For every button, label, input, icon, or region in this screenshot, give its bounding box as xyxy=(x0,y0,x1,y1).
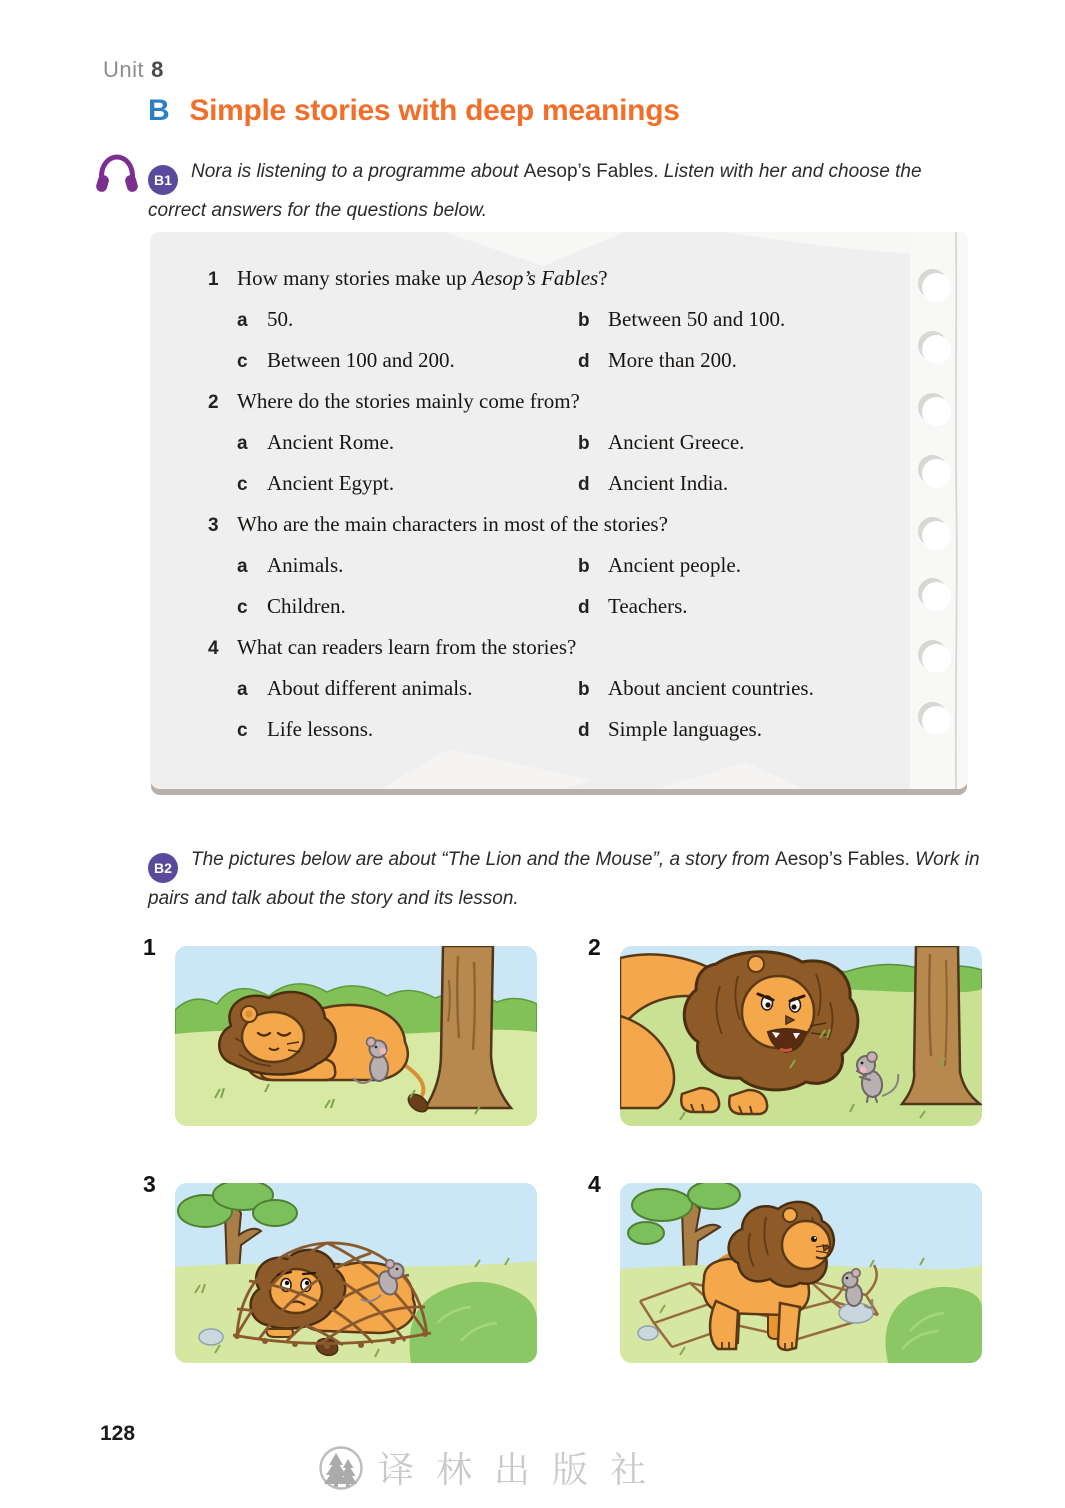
picture-2-angry-lion xyxy=(620,946,982,1126)
option-letter: c xyxy=(237,720,248,741)
question-3 xyxy=(208,504,908,545)
picture-1-number: 1 xyxy=(143,934,156,960)
binder-hole xyxy=(922,273,951,302)
option-letter: b xyxy=(578,679,590,700)
option-text: Teachers. xyxy=(608,594,688,618)
headphones-icon xyxy=(95,153,139,202)
option-text: Ancient Egypt. xyxy=(267,471,395,495)
b2-instruction xyxy=(148,844,1003,915)
question-text: Who are the main characters in most of the stories? xyxy=(237,512,668,536)
section-title xyxy=(148,94,680,128)
page-number: 128 xyxy=(100,1422,136,1445)
option-letter: a xyxy=(237,679,248,700)
option-text: 50. xyxy=(267,307,294,331)
binder-hole xyxy=(922,644,951,673)
b2-text-italic-2: Work in pairs and talk about the story and its lesson. xyxy=(148,849,980,909)
question-text-italic: Aesop’s Fables xyxy=(472,266,599,290)
torn-paper-decoration xyxy=(657,759,804,789)
question-text: Where do the stories mainly come from? xyxy=(237,389,580,413)
binder-hole xyxy=(922,706,951,735)
watermark-text: 译林出版社 xyxy=(378,1450,669,1491)
option-text: More than 200. xyxy=(608,348,737,372)
option-letter: d xyxy=(578,720,590,741)
option-text: Life lessons. xyxy=(267,717,374,741)
section-letter: B xyxy=(148,94,170,127)
scene-lion-freed xyxy=(620,1183,982,1363)
option-letter: a xyxy=(237,433,248,454)
option-letter: d xyxy=(578,474,590,495)
question-number: 4 xyxy=(208,638,219,659)
binder-hole xyxy=(922,459,951,488)
rock xyxy=(638,1326,658,1340)
option-letter: d xyxy=(578,351,590,372)
pine-trees-logo-icon xyxy=(318,1445,364,1491)
scene-angry-lion xyxy=(620,946,982,1126)
question-number: 1 xyxy=(208,269,219,290)
unit-word: Unit xyxy=(103,57,145,82)
option-letter: b xyxy=(578,556,590,577)
b2-text-italic-1: The pictures below are about “The Lion and the Mouse”, a story from xyxy=(191,849,776,870)
options-row xyxy=(237,668,908,709)
unit-number: 8 xyxy=(151,57,164,82)
publisher-watermark xyxy=(318,1442,668,1493)
picture-2-number: 2 xyxy=(588,934,601,960)
b2-badge: B2 xyxy=(148,853,178,883)
unit-label xyxy=(103,57,164,83)
binder-hole xyxy=(922,397,951,426)
option-text: Animals. xyxy=(267,553,344,577)
b1-text-italic-1: Nora is listening to a programme about xyxy=(191,161,524,182)
question-1 xyxy=(208,258,908,299)
option-text: Ancient people. xyxy=(608,553,741,577)
option-text: Ancient Greece. xyxy=(608,430,745,454)
options-row xyxy=(237,299,908,340)
option-letter: a xyxy=(237,310,248,331)
option-letter: b xyxy=(578,310,590,331)
option-letter: c xyxy=(237,474,248,495)
b1-badge: B1 xyxy=(148,165,178,195)
b1-text-italic-2: Listen with her and choose the correct answers for the questions below. xyxy=(148,161,922,221)
picture-3-lion-trapped xyxy=(175,1183,537,1363)
picture-3-number: 3 xyxy=(143,1171,156,1197)
option-letter: c xyxy=(237,597,248,618)
b2-text-roman: Aesop’s Fables. xyxy=(775,849,910,870)
quiz-questions xyxy=(208,258,908,750)
option-text: Ancient India. xyxy=(608,471,729,495)
torn-paper-decoration xyxy=(346,749,591,789)
options-row xyxy=(237,340,908,381)
binder-hole xyxy=(922,521,951,550)
question-number: 3 xyxy=(208,515,219,536)
option-text: About ancient countries. xyxy=(608,676,814,700)
question-text: How many stories make up xyxy=(237,266,473,290)
margin-line xyxy=(954,232,958,789)
option-text: Simple languages. xyxy=(608,717,762,741)
options-row xyxy=(237,422,908,463)
option-text: Between 100 and 200. xyxy=(267,348,455,372)
option-text: Ancient Rome. xyxy=(267,430,395,454)
picture-1-lion-sleeping xyxy=(175,946,537,1126)
option-letter: a xyxy=(237,556,248,577)
option-text: Children. xyxy=(267,594,346,618)
option-letter: b xyxy=(578,433,590,454)
question-4 xyxy=(208,627,908,668)
picture-4-lion-freed xyxy=(620,1183,982,1363)
question-number: 2 xyxy=(208,392,219,413)
scene-lion-trapped xyxy=(175,1183,537,1363)
binder-hole xyxy=(922,582,951,611)
scene-sleeping-lion xyxy=(175,946,537,1126)
binder-hole xyxy=(922,335,951,364)
options-row xyxy=(237,586,908,627)
option-text: About different animals. xyxy=(267,676,473,700)
question-text-suffix: ? xyxy=(598,266,608,290)
options-row xyxy=(237,463,908,504)
option-letter: d xyxy=(578,597,590,618)
b1-instruction xyxy=(148,156,966,227)
options-row xyxy=(237,709,908,750)
option-text: Between 50 and 100. xyxy=(608,307,786,331)
picture-4-number: 4 xyxy=(588,1171,601,1197)
question-text: What can readers learn from the stories? xyxy=(237,635,577,659)
options-row xyxy=(237,545,908,586)
question-2 xyxy=(208,381,908,422)
rock xyxy=(199,1329,223,1345)
b1-text-roman: Aesop’s Fables. xyxy=(523,161,659,182)
quiz-card xyxy=(150,232,968,789)
option-letter: c xyxy=(237,351,248,372)
section-title-text: Simple stories with deep meanings xyxy=(189,94,680,127)
